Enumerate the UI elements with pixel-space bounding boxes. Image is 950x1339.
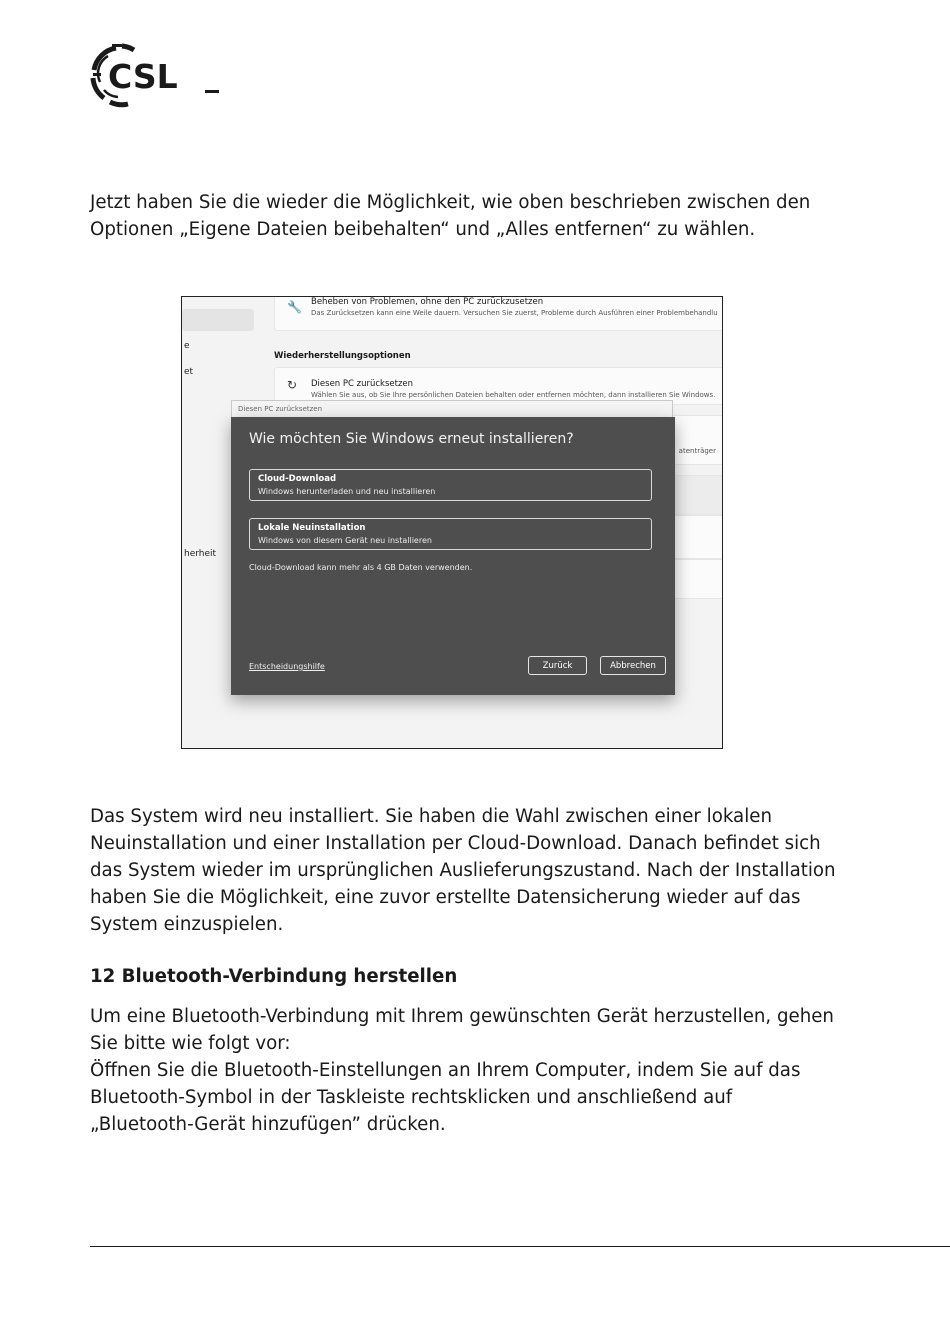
option-cloud-download[interactable] [249, 469, 652, 501]
reinstall-paragraph [90, 803, 850, 938]
option-title: Cloud-Download [258, 474, 337, 484]
body-line: System einzuspielen. [90, 914, 284, 935]
sidebar-fragment: et [184, 367, 194, 377]
intro-paragraph [90, 189, 850, 243]
body-line: haben Sie die Möglichkeit, eine zuvor erstellte Datensicherung wieder auf das [90, 887, 801, 908]
logo-text: CSL [108, 57, 178, 96]
sidebar-selected-block [182, 309, 254, 331]
body-line: Neuinstallation und einer Installation per Cloud-Download. Danach befindet sich [90, 833, 821, 854]
dialog-body [231, 417, 675, 695]
intro-line: Jetzt haben Sie die wieder die Möglichkeit, wie oben beschrieben zwischen den [90, 192, 811, 213]
dialog-title-bar: Diesen PC zurücksetzen [231, 400, 673, 417]
section-title: Wiederherstellungsoptionen [274, 351, 411, 361]
help-link[interactable]: Entscheidungshilfe [249, 662, 325, 671]
reset-subtitle: Wählen Sie aus, ob Sie Ihre persönlichen Dateien behalten oder entfernen möchten, dann installieren Sie Windows. [311, 391, 716, 399]
body-line: das System wieder im ursprünglichen Auslieferungszustand. Nach der Installation [90, 860, 836, 881]
bluetooth-paragraph [90, 1003, 850, 1138]
recovery-screenshot [181, 296, 723, 749]
troubleshoot-subtitle: Das Zurücksetzen kann eine Weile dauern. Versuchen Sie zuerst, Probleme durch Ausführen einer Problembehandlu [311, 309, 718, 317]
sidebar-fragment: herheit [184, 549, 217, 559]
bluetooth-line: Um eine Bluetooth-Verbindung mit Ihrem gewünschten Gerät herzustellen, gehen [90, 1006, 834, 1027]
footer-rule [90, 1246, 950, 1247]
csl-logo-graphic [88, 42, 223, 110]
bluetooth-line: Bluetooth-Symbol in der Taskleiste rechtsklicken und anschließend auf [90, 1087, 733, 1108]
body-line: Das System wird neu installiert. Sie haben die Wahl zwischen einer lokalen [90, 806, 772, 827]
bluetooth-line: Öffnen Sie die Bluetooth-Einstellungen an Ihrem Computer, indem Sie auf das [90, 1060, 801, 1081]
csl-logo [88, 42, 223, 110]
option-subtitle: Windows herunterladen und neu installieren [258, 487, 436, 496]
bluetooth-line: „Bluetooth-Gerät hinzufügen” drücken. [90, 1114, 446, 1135]
troubleshoot-title: Beheben von Problemen, ohne den PC zurückzusetzen [311, 297, 544, 307]
reset-icon: ↻ [287, 378, 298, 392]
troubleshoot-card[interactable] [274, 296, 723, 331]
section-heading: 12 Bluetooth-Verbindung herstellen [90, 966, 458, 987]
bluetooth-line: Sie bitte wie folgt vor: [90, 1033, 291, 1054]
reset-dialog [231, 400, 675, 696]
option-subtitle: Windows von diesem Gerät neu installieren [258, 536, 432, 545]
reset-title: Diesen PC zurücksetzen [311, 379, 414, 389]
option-local-reinstall[interactable] [249, 518, 652, 550]
right-fragment: atenträger [678, 447, 716, 455]
dialog-heading: Wie möchten Sie Windows erneut installieren? [249, 431, 574, 447]
cancel-button[interactable]: Abbrechen [600, 656, 666, 675]
intro-line: Optionen „Eigene Dateien beibehalten“ und „Alles entfernen“ zu wählen. [90, 219, 756, 240]
wrench-icon: 🔧 [287, 300, 302, 314]
sidebar-fragment: e [184, 341, 190, 351]
option-title: Lokale Neuinstallation [258, 523, 366, 533]
back-button[interactable]: Zurück [528, 656, 587, 675]
dialog-note: Cloud-Download kann mehr als 4 GB Daten verwenden. [249, 563, 473, 572]
